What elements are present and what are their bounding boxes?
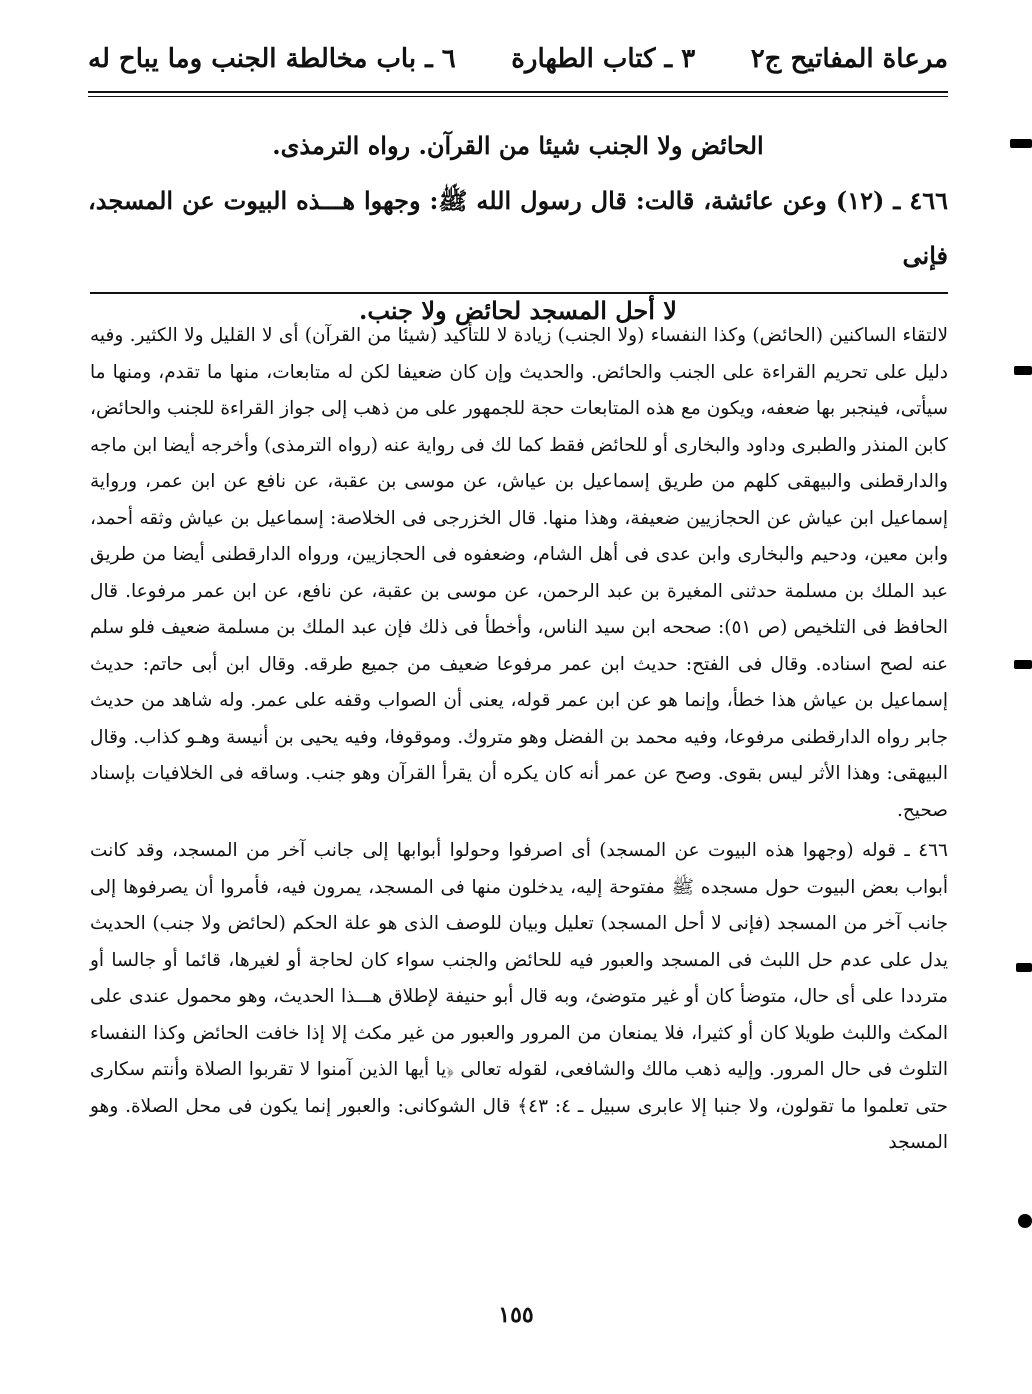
header-section-title: ٦ ـ باب مخالطة الجنب وما يباح له	[88, 44, 456, 74]
header-rule-thick	[88, 91, 948, 93]
scan-margin-mark	[1014, 660, 1032, 669]
running-header	[88, 28, 948, 90]
hadith-line-2: ٤٦٦ ـ (١٢) وعن عائشة، قالت: قال رسول الله ﷺ: وجهوا هـــذه البيوت عن المسجد، فإنى	[88, 186, 948, 270]
commentary-text	[90, 318, 948, 1162]
commentary-paragraph-2: ٤٦٦ ـ قوله (وجهوا هذه البيوت عن المسجد) أى اصرفوا وحولوا أبوابها إلى جانب آخر من المسجد، وقد كانت أبواب بعض البيوت حول مسجده ﷺ مفتوحة إليه، يدخلون منها فى المسجد، يمرون فيه، فأمروا أن يصرفوها إلى جانب آخر من المسجد (فإنى لا أحل المسجد) تعليل وبيان للوصف الذى هو علة الحكم (لحائض ولا جنب) الحديث يدل على عدم حل اللبث فى المسجد والعبور فيه للحائض والجنب سواء كان لحاجة أو لغيرها، قائما أو جالسا أو مترددا على أى حال، متوضأ كان أو غير متوضئ، وبه قال أبو حنيفة لإطلاق هـــذا الحديث، وهو محمول عندى على المكث واللبث طويلا كان أو كثيرا، فلا يمنعان من المرور والعبور من غير مكث إلا إذا خافت الحائض وكذا النفساء التلوث فى حال المرور. وإليه ذهب مالك والشافعى، لقوله تعالى ﴿يا أيها الذين آمنوا لا تقربوا الصلاة وأنتم سكارى حتى تعلموا ما تقولون، ولا جنبا إلا عابرى سبيل ـ ٤: ٤٣﴾ قال الشوكانى: والعبور إنما يكون فى محل الصلاة. وهو المسجد	[90, 840, 948, 1153]
hadith-line-3: لا أحل المسجد لحائض ولا جنب.	[359, 296, 677, 325]
scan-margin-mark	[1010, 139, 1032, 148]
scan-margin-mark	[1018, 1214, 1032, 1228]
scan-margin-mark	[1016, 963, 1032, 972]
header-chapter-title: ٣ ـ كتاب الطهارة	[511, 44, 696, 74]
header-book-title: مرعاة المفاتيح ج٢	[750, 44, 948, 74]
commentary-paragraph-1: لالتقاء الساكنين (الحائض) وكذا النفساء (ولا الجنب) زيادة لا للتأكيد (شيئا من القرآن) أى لا القليل ولا الكثير. وفيه دليل على تحريم القراءة على الجنب والحائض. والحديث وإن كان ضعيفا لكن له متابعات، منها ما تقدم، ومنها ما سيأتى، فينجبر بها ضعفه، ويكون مع هذه المتابعات حجة للجمهور على من ذهب إلى جواز القراءة للجنب والحائض، كابن المنذر والطبرى وداود والبخارى أو للحائض فقط كما لك فى رواية عنه (رواه الترمذى) وأخرجه أيضا ابن ماجه والدارقطنى والبيهقى كلهم من طريق إسماعيل بن عياش، عن موسى بن عقبة، عن نافع عن ابن عمر، ورواية إسماعيل ابن عياش عن الحجازيين ضعيفة، وهذا منها. قال الخزرجى فى الخلاصة: إسماعيل بن عياش وثقه أحمد، وابن معين، ودحيم والبخارى وابن عدى فى أهل الشام، وضعفوه فى الحجازيين، ورواه الدارقطنى أيضا من طريق عبد الملك بن مسلمة حدثنى المغيرة بن عبد الرحمن، عن موسى بن عقبة، عن نافع، عن ابن عمر مرفوعا. قال الحافظ فى التلخيص (ص ٥١): صححه ابن سيد الناس، وأخطأ فى ذلك فإن عبد الملك بن مسلمة ضعيف فلو سلم عنه لصح اسناده. وقال فى الفتح: حديث ابن عمر مرفوعا ضعيف من جميع طرقه. وقال ابن أبى حاتم: حديث إسماعيل بن عياش هذا خطأ، وإنما هو عن ابن عمر قوله، يعنى أن الصواب وقفه على عمر. وله شاهد من حديث جابر رواه الدارقطنى مرفوعا، وفيه محمد بن الفضل وهو متروك. وموقوفا، وفيه يحيى بن أنيسة وهـو كذاب. وقال البيهقى: وهذا الأثر ليس بقوى. وصح عن عمر أنه كان يكره أن يقرأ القرآن وهو جنب. وساقه فى الخلافيات بإسناد صحيح.	[90, 325, 948, 821]
hadith-text	[88, 118, 948, 338]
scan-margin-mark	[1014, 366, 1032, 375]
header-rule-thin	[88, 96, 948, 97]
section-divider	[90, 292, 948, 294]
hadith-line-1: الحائض ولا الجنب شيئا من القرآن. رواه الترمذى.	[272, 131, 764, 160]
page-number: ١٥٥	[498, 1302, 534, 1328]
